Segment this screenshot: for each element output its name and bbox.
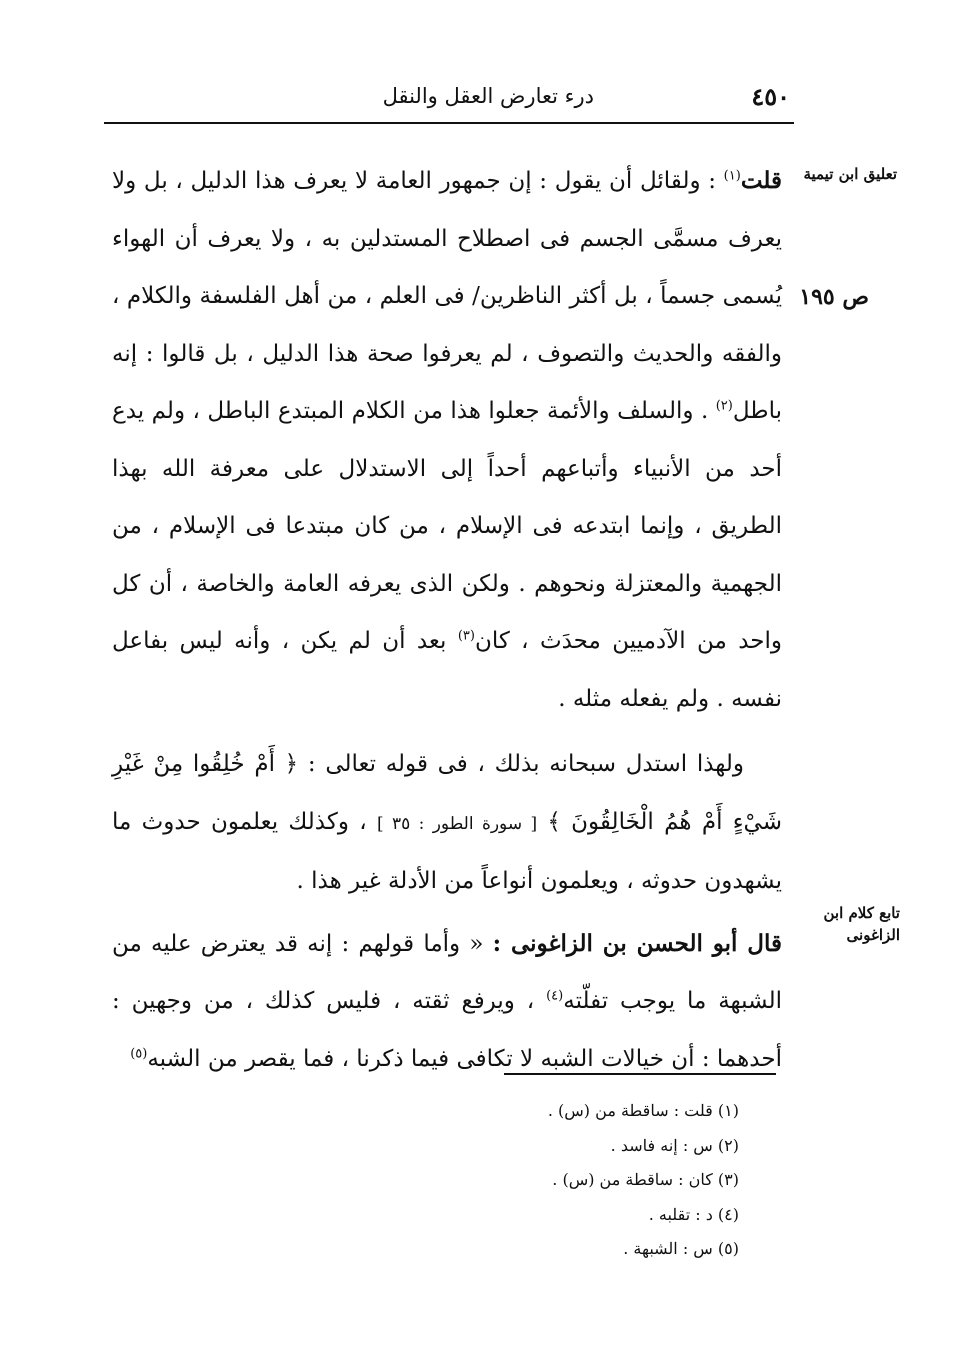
paragraph-1 [112, 152, 782, 728]
footnote: (١) قلت : ساقطة من (س) . [547, 1101, 739, 1120]
margin-page-reference: ص ١٩٥ [799, 284, 869, 310]
paragraph-text: « وأما قولهم : إنه قد يعترض عليه من الشبهة ما يوجب تفلّته [112, 930, 783, 1014]
main-text [112, 152, 782, 1088]
margin-note-ibn-taymiyya: تعليق ابن تيمية [803, 165, 897, 183]
footnote-marker: (٤) [546, 988, 564, 1004]
paragraph-2 [112, 736, 782, 911]
quran-reference: [ سورة الطور : ٣٥ ] [376, 813, 538, 834]
paragraph-text: . والسلف والأئمة جعلوا هذا من الكلام المبتدع الباطل ، ولم يدع أحد من الأنبياء وأتباعهم أحداً إلى الاستدلال على معرفة الله بهذا الطريق ، وإنما ابتدعه فى الإسلام ، من كان مبتدعا فى الإسلام ، من الجهمية والمعتزلة ونحوهم . ولكن الذى يعرفه العامة والخاصة ، أن كل واحد من الآدميين محدَث ، كان [112, 398, 783, 654]
paragraph-text: : ولقائل أن يقول : إن جمهور العامة لا يعرف هذا الدليل ، بل ولا يعرف مسمَّى الجسم فى اصطلاح المستدلين به ، ولا يعرف أن الهواء يُسمى جسماً ، بل أكثر الناظرين/ فى العلم ، من أهل الفلسفة والكلام ، والفقه والحديث والتصوف ، لم يعرفوا صحة هذا الدليل ، بل قالوا : إنه باطل [112, 168, 782, 424]
footnote: (٤) د : تقلبه . [648, 1204, 739, 1224]
footnote: (٥) س : الشبهة . [623, 1239, 739, 1258]
footnote-marker: (٥) [130, 1045, 148, 1061]
footnote-marker: (١) [723, 168, 741, 184]
paragraph-lead: قال أبو الحسن بن الزاغونى : [492, 929, 782, 957]
paragraph-lead: قلت [740, 167, 783, 194]
footnotes [548, 1094, 739, 1267]
running-title: درء تعارض العقل والنقل [382, 84, 594, 108]
footnote-rule [504, 1073, 776, 1075]
paragraph-3 [112, 915, 782, 1089]
footnote-marker: (٣) [457, 628, 475, 644]
footnote: (٢) س : إنه فاسد . [610, 1135, 739, 1155]
paragraph-text: بعد أن لم يكن ، وأنه ليس بفاعل نفسه . ولم يفعله مثله . [112, 628, 782, 712]
header-rule [104, 122, 794, 124]
paragraph-text: ، وكذلك يعلمون حدوث ما يشهدون حدوثه ، ويعلمون أنواعاً من الأدلة غير هذا . [112, 808, 782, 894]
footnote: (٣) كان : ساقطة من (س) . [552, 1170, 739, 1189]
page-header [104, 82, 794, 118]
page-number: ٤٥٠ [751, 82, 790, 111]
paragraph-text: ، ويرفع ثقته ، فليس كذلك ، من وجهين : أحدهما : أن خيالات الشبه لا تكافى فيما ذكرنا ، فما يقصر من الشبه [112, 988, 782, 1072]
margin-note-zaghuni: تابع كلام ابن الزاغونى [823, 904, 900, 944]
paragraph-text: ولهذا استدل سبحانه بذلك ، فى قوله تعالى : ﴿ أَمْ خُلِقُوا مِنْ غَيْرِ شَيْءٍ أَمْ هُمُ الْخَالِقُونَ ﴾ [112, 751, 783, 835]
footnote-marker: (٢) [715, 398, 733, 414]
